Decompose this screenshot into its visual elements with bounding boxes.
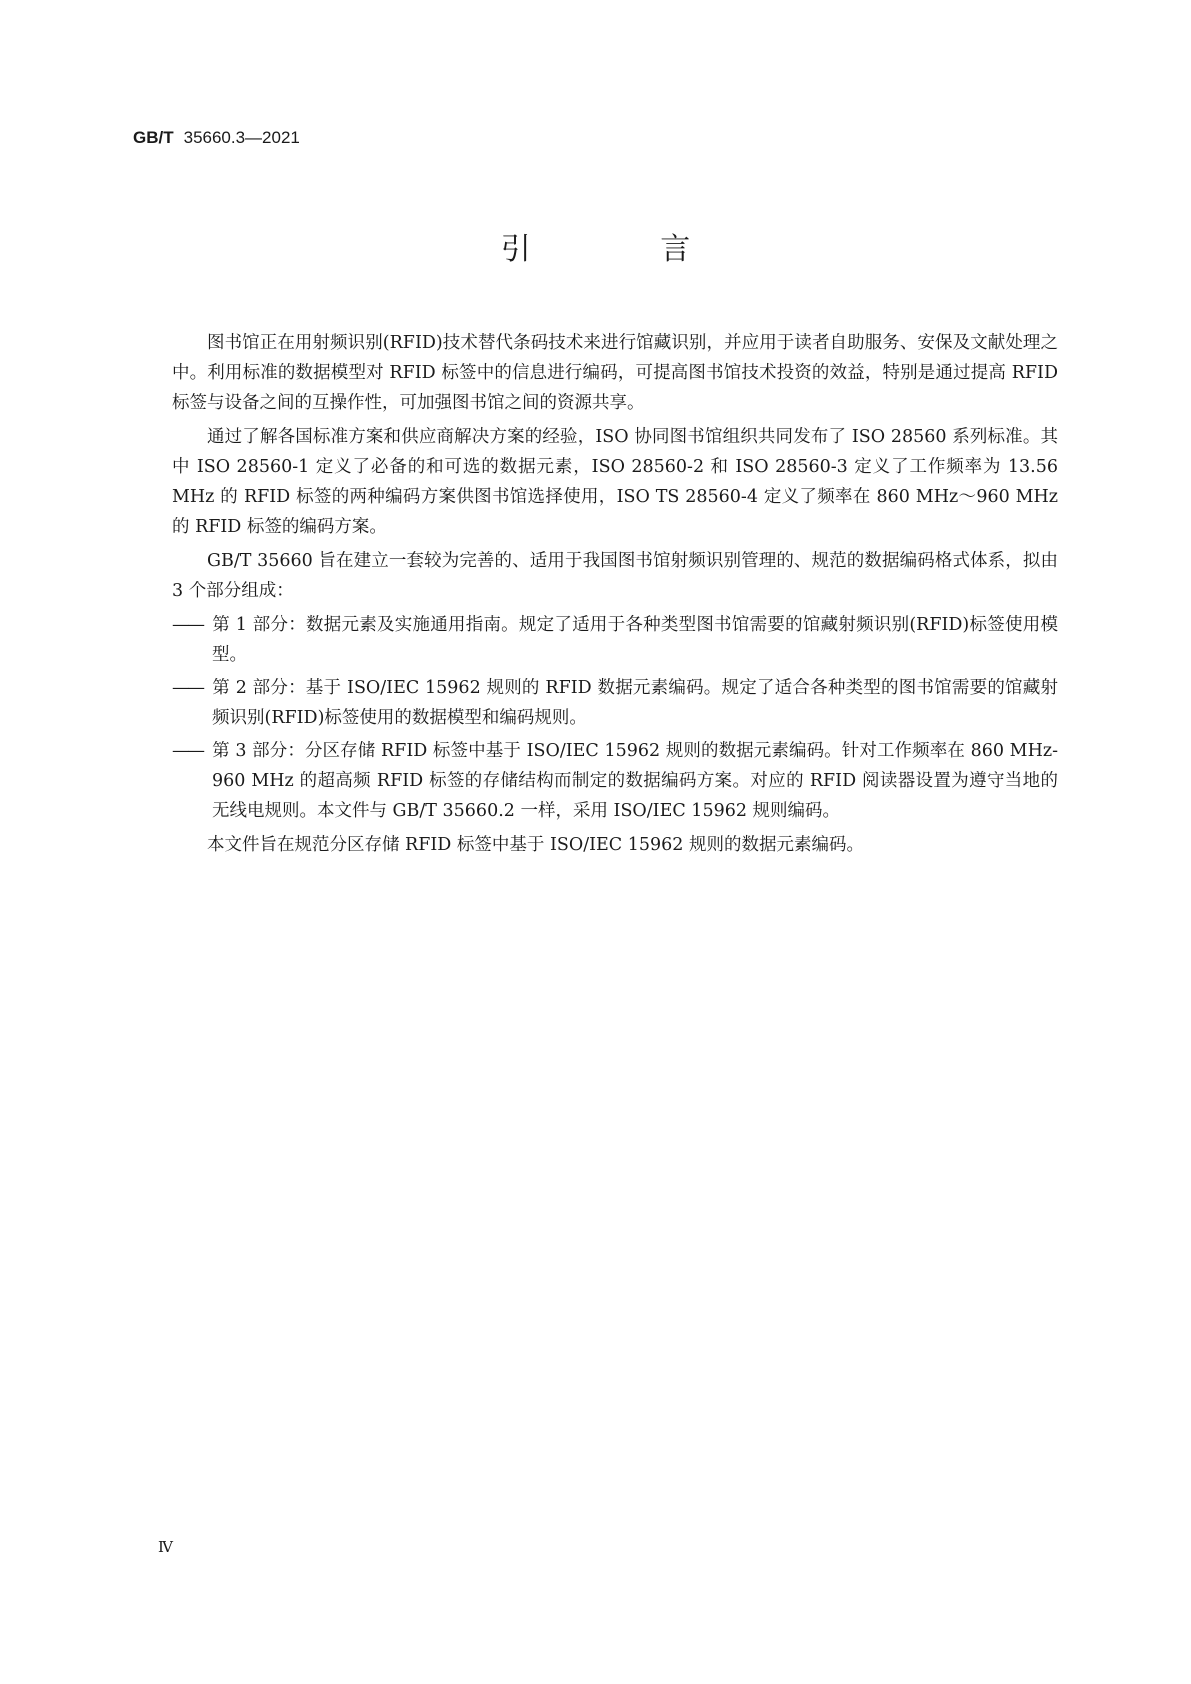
paragraph-intro: 图书馆正在用射频识别(RFID)技术替代条码技术来进行馆藏识别，并应用于读者自助服务、安保及文献处理之中。利用标准的数据模型对 RFID 标签中的信息进行编码，可提高图书馆技术投资的效益，特别是通过提高 RFID 标签与设备之间的互操作性，可加强图书馆之间的资源共享。 (172, 333, 1058, 413)
document-code-prefix: GB/T (133, 128, 174, 147)
list-item-text: 第 1 部分：数据元素及实施通用指南。规定了适用于各种类型图书馆需要的馆藏射频识别(RFID)标签使用模型。 (212, 615, 1058, 665)
list-item (172, 610, 1058, 670)
list-item-text: 第 3 部分：分区存储 RFID 标签中基于 ISO/IEC 15962 规则的数据元素编码。针对工作频率在 860 MHz-960 MHz 的超高频 RFID 标签的存储结构而制定的数据编码方案。对应的 RFID 阅读器设置为遵守当地的无线电规则。本文件与 GB/T 35660.2 一样，采用 ISO/IEC 15962 规则编码。 (212, 741, 1058, 821)
document-code (133, 128, 300, 148)
list-item (172, 673, 1058, 733)
paragraph-iso-series: 通过了解各国标准方案和供应商解决方案的经验，ISO 协同图书馆组织共同发布了 ISO 28560 系列标准。其中 ISO 28560-1 定义了必备的和可选的数据元素，ISO 28560-2 和 ISO 28560-3 定义了工作频率为 13.56 MHz 的 RFID 标签的两种编码方案供图书馆选择使用，ISO TS 28560-4 定义了频率在 860 MHz～960 MHz 的 RFID 标签的编码方案。 (172, 427, 1058, 537)
page-number: Ⅳ (158, 1538, 173, 1556)
paragraph-closing: 本文件旨在规范分区存储 RFID 标签中基于 ISO/IEC 15962 规则的数据元素编码。 (207, 835, 864, 855)
paragraph-gbt-structure: GB/T 35660 旨在建立一套较为完善的、适用于我国图书馆射频识别管理的、规范的数据编码格式体系，拟由 3 个部分组成： (172, 551, 1058, 601)
list-item-text: 第 2 部分：基于 ISO/IEC 15962 规则的 RFID 数据元素编码。规定了适合各种类型的图书馆需要的馆藏射频识别(RFID)标签使用的数据模型和编码规则。 (212, 678, 1058, 728)
list-item (172, 736, 1058, 826)
list-dash: —— (172, 741, 203, 761)
section-title: 引 言 (500, 232, 751, 267)
document-code-number: 35660.3—2021 (183, 128, 300, 147)
list-dash: —— (172, 678, 203, 698)
list-dash: —— (172, 615, 203, 635)
document-body (172, 328, 1058, 860)
